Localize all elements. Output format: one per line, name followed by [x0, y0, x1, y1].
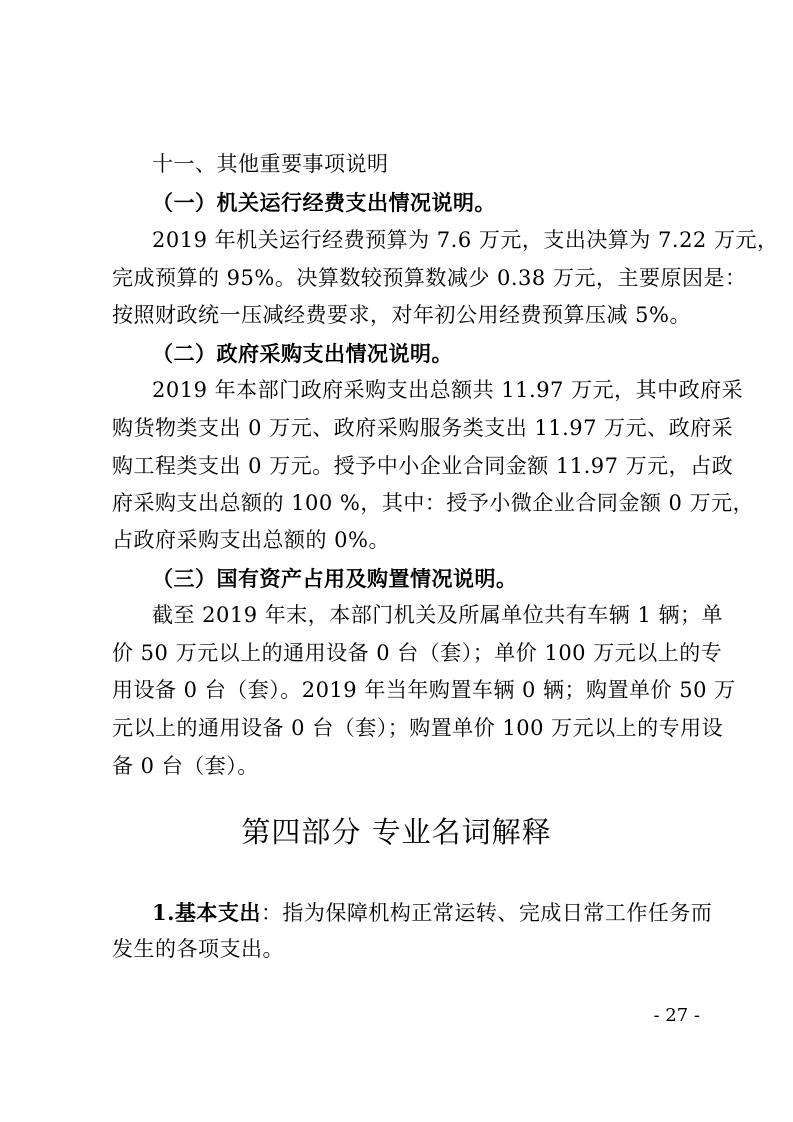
section-heading: 十一、其他重要事项说明: [152, 152, 389, 176]
subsection-heading-1: （一）机关运行经费支出情况说明。: [152, 190, 496, 215]
paragraph-line: 购工程类支出 0 万元。授予中小企业合同金额 11.97 万元，占政: [112, 454, 734, 478]
paragraph-line: 按照财政统一压减经费要求，对年初公用经费预算压减 5%。: [112, 303, 691, 327]
definition-line: [152, 894, 713, 932]
paragraph-line: 府采购支出总额的 100 %，其中：授予小微企业合同金额 0 万元，: [112, 491, 755, 515]
paragraph-line: 用设备 0 台（套）。2019 年当年购置车辆 0 辆；购置单价 50 万: [112, 678, 736, 702]
paragraph-line: 购货物类支出 0 万元、政府采购服务类支出 11.97 万元、政府采: [112, 416, 734, 440]
paragraph-line: 元以上的通用设备 0 台（套）；购置单价 100 万元以上的专用设: [112, 716, 724, 740]
paragraph-line: 2019 年机关运行经费预算为 7.6 万元，支出决算为 7.22 万元，: [152, 228, 779, 252]
definition-line: 发生的各项支出。: [112, 937, 284, 961]
page-number: - 27 -: [653, 1005, 700, 1026]
paragraph-line: 价 50 万元以上的通用设备 0 台（套）；单价 100 万元以上的专: [112, 641, 723, 665]
paragraph-line: 完成预算的 95%。决算数较预算数减少 0.38 万元，主要原因是：: [112, 266, 747, 290]
subsection-heading-3: （三）国有资产占用及购置情况说明。: [152, 566, 518, 591]
paragraph-line: 备 0 台（套）。: [112, 754, 259, 778]
subsection-heading-2: （二）政府采购支出情况说明。: [152, 341, 453, 366]
paragraph-line: 2019 年本部门政府采购支出总额共 11.97 万元，其中政府采: [152, 378, 744, 402]
definition-text: ：指为保障机构正常运转、完成日常工作任务而: [260, 901, 713, 925]
part-title: 第四部分 专业名词解释: [241, 815, 552, 849]
paragraph-line: 截至 2019 年末，本部门机关及所属单位共有车辆 1 辆；单: [152, 603, 724, 627]
definition-term: 1.基本支出: [152, 900, 261, 925]
paragraph-line: 占政府采购支出总额的 0%。: [112, 528, 390, 552]
